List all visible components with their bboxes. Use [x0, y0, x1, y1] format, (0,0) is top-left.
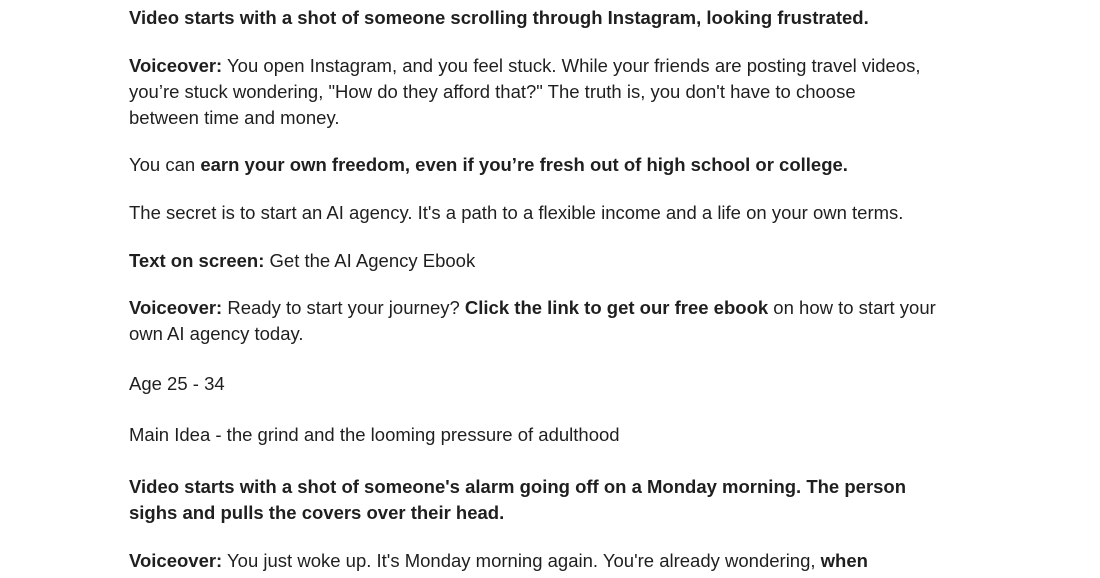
voiceover-bold-text: when	[820, 550, 868, 571]
main-idea-paragraph	[129, 422, 620, 448]
voiceover-paragraph-1	[129, 53, 929, 131]
voiceover-paragraph-3	[129, 548, 959, 574]
voiceover-label: Voiceover:	[129, 297, 223, 318]
voiceover-text: Ready to start your journey?	[222, 297, 465, 318]
voiceover-text: You just woke up. It's Monday morning again. You're already wondering,	[222, 550, 821, 571]
voiceover-label: Voiceover:	[129, 55, 223, 76]
text-on-screen-text: Get the AI Agency Ebook	[264, 250, 476, 271]
age-paragraph	[129, 371, 225, 397]
cta-bold-text: Click the link to get our free ebook	[464, 297, 769, 318]
scene-direction-instagram	[129, 5, 869, 31]
text-on-screen-paragraph	[129, 248, 475, 274]
freedom-paragraph	[129, 152, 848, 178]
secret-text: The secret is to start an AI agency. It's a path to a flexible income and a life on your own terms.	[129, 202, 904, 223]
secret-paragraph	[129, 200, 903, 226]
freedom-bold-text: earn your own freedom, even if you’re fresh out of high school or college.	[200, 154, 848, 175]
voiceover-text-end: on how to start your own AI agency today.	[129, 297, 936, 344]
voiceover-paragraph-2	[129, 295, 959, 347]
scene-direction-text: Video starts with a shot of someone's alarm going off on a Monday morning. The person sighs and pulls the covers over their head.	[129, 476, 907, 523]
scene-direction-alarm	[129, 474, 959, 526]
freedom-intro-text: You can	[129, 154, 201, 175]
age-text: Age 25 - 34	[129, 373, 225, 394]
scene-direction-text: Video starts with a shot of someone scrolling through Instagram, looking frustrated.	[129, 7, 869, 28]
main-idea-text: Main Idea - the grind and the looming pressure of adulthood	[129, 424, 620, 445]
text-on-screen-label: Text on screen:	[129, 250, 265, 271]
voiceover-text: You open Instagram, and you feel stuck. While your friends are posting travel videos, you’re stuck wondering, "How do they afford that?" The truth is, you don't have to choose between time and money.	[129, 55, 921, 128]
voiceover-label: Voiceover:	[129, 550, 223, 571]
